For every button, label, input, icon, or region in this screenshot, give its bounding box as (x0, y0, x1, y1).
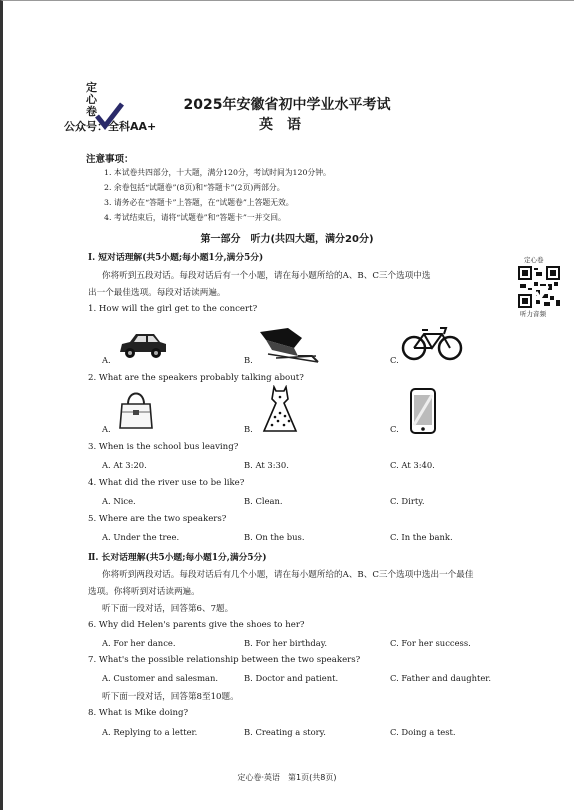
section1-instruction: 出一个最佳选项。每段对话读两遍。 (88, 288, 226, 298)
option-a[interactable]: A. (102, 355, 111, 365)
qr-bottom-label: 听力音频 (520, 310, 546, 318)
subject-title: 英语 (259, 117, 315, 133)
note-item: 2. 余卷包括“试题卷”(8页)和“答题卡”(2页)两部分。 (104, 183, 285, 192)
page-footer: 定心卷·英语 第1页(共8页) (237, 773, 337, 782)
option-b[interactable]: B. (244, 355, 253, 365)
option-b[interactable]: B. Creating a story. (244, 727, 326, 737)
question-7: 7. What's the possible relationship between the two speakers? (88, 655, 361, 665)
question-6: 6. Why did Helen's parents give the shoes to her? (88, 620, 305, 630)
handbag-icon (118, 388, 154, 432)
option-b[interactable]: B. At 3:30. (244, 460, 289, 470)
option-c[interactable]: C. Doing a test. (390, 727, 456, 737)
qr-code-icon[interactable] (518, 266, 560, 308)
option-c[interactable]: C. For her success. (390, 638, 471, 648)
question-4: 4. What did the river use to be like? (88, 478, 245, 488)
exam-title: 2025年安徽省初中学业水平考试 (183, 97, 391, 113)
section2-heading: Ⅱ. 长对话理解(共5小题;每小题1分,满分5分) (88, 553, 267, 563)
question-8: 8. What is Mike doing? (88, 708, 189, 718)
question-3: 3. When is the school bus leaving? (88, 442, 239, 452)
option-c[interactable]: C. Dirty. (390, 496, 425, 506)
stamp-vertical-text: 定心卷 (86, 81, 97, 118)
car-icon (116, 328, 168, 362)
option-c[interactable]: C. Father and daughter. (390, 673, 492, 683)
option-c[interactable]: C. (390, 424, 399, 434)
dialogue-lead: 听下面一段对话，回答第6、7题。 (102, 604, 234, 614)
bicycle-icon (400, 322, 464, 362)
option-b[interactable]: B. On the bus. (244, 532, 305, 542)
dialogue-lead: 听下面一段对话，回答第8至10题。 (102, 692, 239, 702)
section1-instruction: 你将听到五段对话。每段对话后有一个小题，请在每小题所给的A、B、C三个选项中选 (102, 271, 431, 281)
stamp-line-text: 公众号：全科AA+ (64, 120, 157, 133)
option-c[interactable]: C. At 3:40. (390, 460, 435, 470)
notes-heading: 注意事项： (86, 154, 134, 165)
option-b[interactable]: B. For her birthday. (244, 638, 327, 648)
note-item: 3. 请务必在“答题卡”上答题，在“试题卷”上答题无效。 (104, 198, 294, 207)
option-a[interactable]: A. Nice. (102, 496, 136, 506)
option-b[interactable]: B. Doctor and patient. (244, 673, 339, 683)
section1-heading: Ⅰ. 短对话理解(共5小题;每小题1分,满分5分) (88, 253, 264, 263)
question-5: 5. Where are the two speakers? (88, 514, 227, 524)
section2-instruction: 选项。你将听到对话读两遍。 (88, 587, 200, 597)
option-a[interactable]: A. Under the tree. (102, 532, 180, 542)
option-a[interactable]: A. Customer and salesman. (102, 673, 219, 683)
note-item: 1. 本试卷共四部分，十大题，满分120分，考试时间为120分钟。 (104, 168, 331, 177)
question-2: 2. What are the speakers probably talking about? (88, 373, 304, 383)
train-icon (258, 326, 320, 364)
option-c[interactable]: C. In the bank. (390, 532, 453, 542)
option-b[interactable]: B. (244, 424, 253, 434)
option-a[interactable]: A. (102, 424, 111, 434)
dress-icon (262, 385, 298, 435)
part1-heading: 第一部分 听力(共四大题，满分20分) (200, 234, 374, 245)
option-a[interactable]: A. For her dance. (102, 638, 176, 648)
section2-instruction: 你将听到两段对话。每段对话后有几个小题，请在每小题所给的A、B、C三个选项中选出一个最佳 (102, 570, 474, 580)
smartphone-icon (410, 388, 436, 434)
qr-top-label: 定心卷 (524, 256, 544, 264)
note-item: 4. 考试结束后，请将“试题卷”和“答题卡”一并交回。 (104, 213, 286, 222)
question-1: 1. How will the girl get to the concert? (88, 304, 258, 314)
option-c[interactable]: C. (390, 355, 399, 365)
option-a[interactable]: A. Replying to a letter. (102, 727, 198, 737)
option-b[interactable]: B. Clean. (244, 496, 283, 506)
option-a[interactable]: A. At 3:20. (102, 460, 147, 470)
